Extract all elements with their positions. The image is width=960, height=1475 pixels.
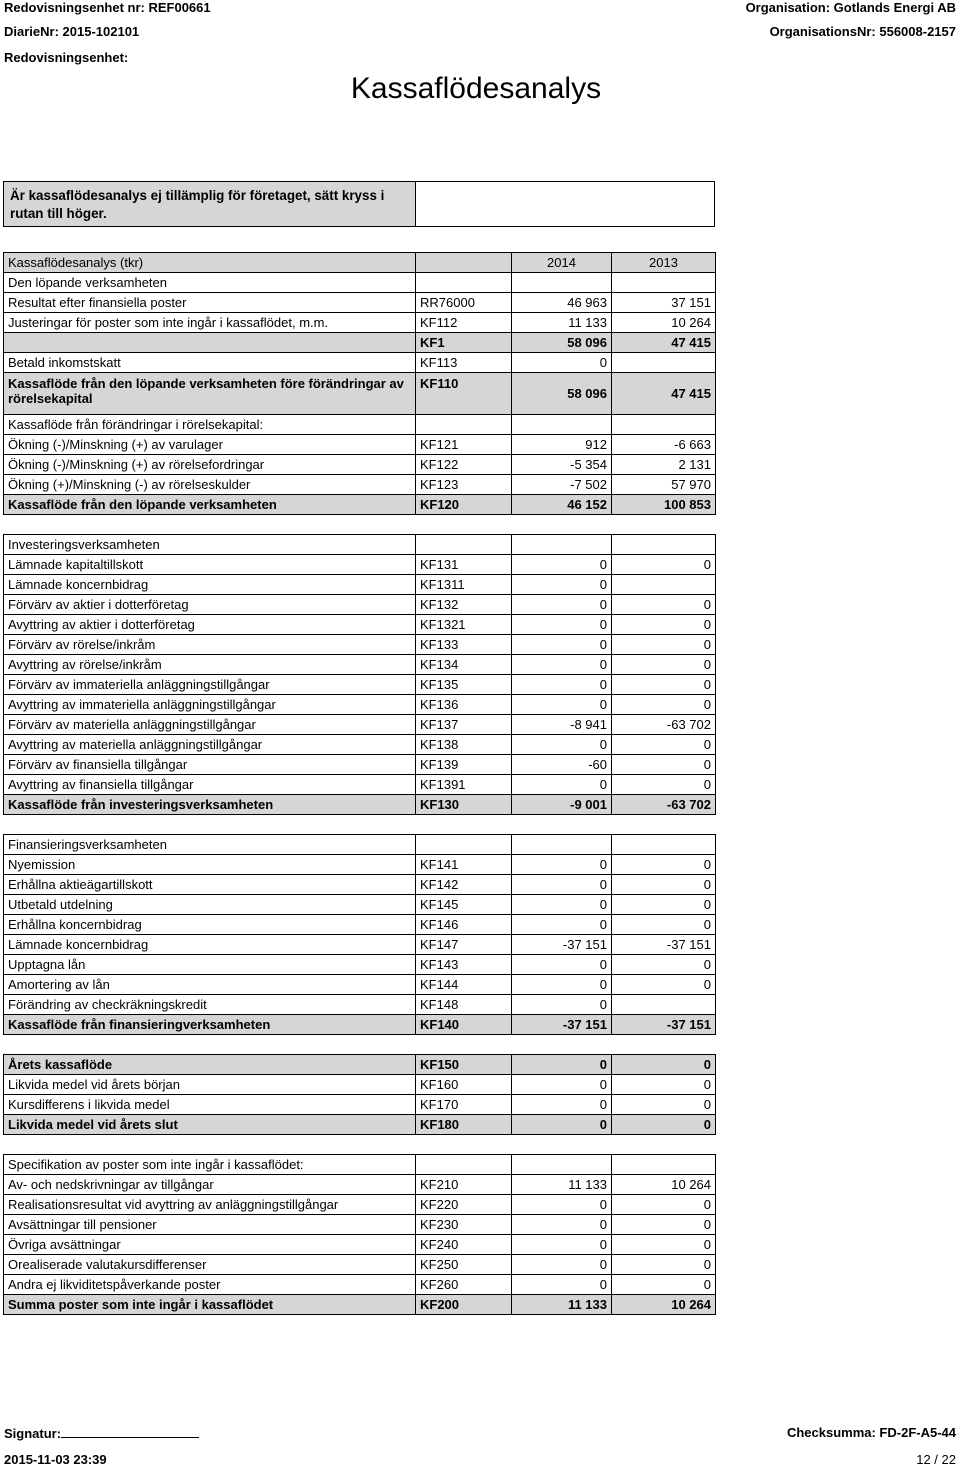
row-label: Betald inkomstskatt (4, 353, 416, 373)
value-2014: 0 (512, 775, 612, 795)
row-label: Likvida medel vid årets slut (4, 1115, 416, 1135)
table-row (4, 1235, 716, 1255)
table-row (4, 1055, 716, 1075)
row-label: Ökning (+)/Minskning (-) av rörelseskulder (4, 475, 416, 495)
row-code: KF146 (416, 915, 512, 935)
spacer-row (4, 815, 716, 835)
spacer-cell (4, 1135, 716, 1155)
row-label: Avyttring av immateriella anläggningstillgångar (4, 695, 416, 715)
value-2014 (512, 535, 612, 555)
table-row (4, 1015, 716, 1035)
table-row (4, 755, 716, 775)
value-2013: 0 (612, 1055, 716, 1075)
value-2014: 11 133 (512, 1295, 612, 1315)
row-label: Övriga avsättningar (4, 1235, 416, 1255)
row-label: Förvärv av immateriella anläggningstillgångar (4, 675, 416, 695)
value-2013: -6 663 (612, 435, 716, 455)
row-label: Kassaflöde från den löpande verksamheten (4, 495, 416, 515)
value-2014: 0 (512, 975, 612, 995)
row-code: KF240 (416, 1235, 512, 1255)
value-2014: 58 096 (512, 373, 612, 415)
table-row (4, 775, 716, 795)
value-2013: 10 264 (612, 1175, 716, 1195)
spacer-cell (4, 515, 716, 535)
row-label: Realisationsresultat vid avyttring av anläggningstillgångar (4, 1195, 416, 1215)
table-row (4, 373, 716, 415)
table-row (4, 475, 716, 495)
table-row (4, 615, 716, 635)
row-label: Av- och nedskrivningar av tillgångar (4, 1175, 416, 1195)
table-row (4, 1195, 716, 1215)
row-code (416, 273, 512, 293)
row-label: Finansieringsverksamheten (4, 835, 416, 855)
value-2014: 46 963 (512, 293, 612, 313)
row-label: Förvärv av rörelse/inkråm (4, 635, 416, 655)
value-2013: -63 702 (612, 715, 716, 735)
value-2014: -7 502 (512, 475, 612, 495)
row-label: Summa poster som inte ingår i kassaflödet (4, 1295, 416, 1315)
row-label: Förvärv av aktier i dotterföretag (4, 595, 416, 615)
value-2014: 0 (512, 655, 612, 675)
row-code: KF142 (416, 875, 512, 895)
value-2013: 0 (612, 975, 716, 995)
value-2013: 0 (612, 635, 716, 655)
value-2014: -8 941 (512, 715, 612, 735)
value-2013: 37 151 (612, 293, 716, 313)
row-label: Investeringsverksamheten (4, 535, 416, 555)
value-2013: 0 (612, 1235, 716, 1255)
row-label: Avyttring av materiella anläggningstillgångar (4, 735, 416, 755)
table-row (4, 535, 716, 555)
value-2013: 0 (612, 875, 716, 895)
value-2013: 0 (612, 1075, 716, 1095)
row-code: KF1311 (416, 575, 512, 595)
value-2013 (612, 535, 716, 555)
table-row (4, 875, 716, 895)
row-code: KF160 (416, 1075, 512, 1095)
value-2013: 10 264 (612, 313, 716, 333)
table-row (4, 735, 716, 755)
row-code: KF122 (416, 455, 512, 475)
value-2013: 0 (612, 1195, 716, 1215)
row-label: Kassaflödesanalys (tkr) (4, 253, 416, 273)
row-code: KF144 (416, 975, 512, 995)
checksum: Checksumma: FD-2F-A5-44 (786, 1425, 956, 1440)
row-label: Ökning (-)/Minskning (+) av varulager (4, 435, 416, 455)
row-code: RR76000 (416, 293, 512, 313)
page-title: Kassaflödesanalys (350, 72, 602, 105)
value-2013 (612, 1155, 716, 1175)
value-2014: 0 (512, 735, 612, 755)
row-label: Lämnade koncernbidrag (4, 575, 416, 595)
row-label: Lämnade koncernbidrag (4, 935, 416, 955)
value-2014 (512, 835, 612, 855)
row-label: Kassaflöde från förändringar i rörelsekapital: (4, 415, 416, 435)
value-2013: 10 264 (612, 1295, 716, 1315)
value-2014: 912 (512, 435, 612, 455)
row-label: Förvärv av materiella anläggningstillgångar (4, 715, 416, 735)
question-text: Är kassaflödesanalys ej tillämplig för företaget, sätt kryss i rutan till höger. (4, 182, 416, 226)
value-2013: 0 (612, 775, 716, 795)
spacer-row (4, 1135, 716, 1155)
row-label: Årets kassaflöde (4, 1055, 416, 1075)
row-label: Erhållna koncernbidrag (4, 915, 416, 935)
row-code: KF133 (416, 635, 512, 655)
signature-field (4, 1425, 199, 1441)
value-2013: -37 151 (612, 1015, 716, 1035)
value-2014: 0 (512, 615, 612, 635)
value-2014: 0 (512, 1235, 612, 1255)
value-2013: 100 853 (612, 495, 716, 515)
table-row (4, 695, 716, 715)
row-code: KF130 (416, 795, 512, 815)
row-label: Kursdifferens i likvida medel (4, 1095, 416, 1115)
spacer-cell (4, 815, 716, 835)
value-2014: -9 001 (512, 795, 612, 815)
row-code: KF150 (416, 1055, 512, 1075)
table-row (4, 1095, 716, 1115)
row-label: Andra ej likviditetspåverkande poster (4, 1275, 416, 1295)
value-2014: 0 (512, 855, 612, 875)
row-label: Avyttring av aktier i dotterföretag (4, 615, 416, 635)
value-2013: 0 (612, 755, 716, 775)
value-2014 (512, 273, 612, 293)
value-2013: 0 (612, 615, 716, 635)
value-2014: 0 (512, 895, 612, 915)
table-row (4, 1255, 716, 1275)
unit-number: Redovisningsenhet nr: REF00661 (4, 0, 211, 15)
table-row (4, 1115, 716, 1135)
table-row (4, 675, 716, 695)
table-row (4, 575, 716, 595)
row-label: Justeringar för poster som inte ingår i kassaflödet, m.m. (4, 313, 416, 333)
table-row (4, 915, 716, 935)
value-2013 (612, 575, 716, 595)
value-2013: 0 (612, 655, 716, 675)
table-row (4, 595, 716, 615)
value-2013: 47 415 (612, 333, 716, 353)
value-2013: 0 (612, 695, 716, 715)
value-2014: 11 133 (512, 1175, 612, 1195)
table-row (4, 1215, 716, 1235)
row-code (416, 835, 512, 855)
value-2014: 0 (512, 955, 612, 975)
table-row (4, 975, 716, 995)
page-number: 12 / 22 (916, 1452, 956, 1467)
row-code: KF1391 (416, 775, 512, 795)
row-label: Specifikation av poster som inte ingår i kassaflödet: (4, 1155, 416, 1175)
value-2013: 0 (612, 855, 716, 875)
row-code: KF137 (416, 715, 512, 735)
value-2014: 11 133 (512, 313, 612, 333)
signature-label: Signatur: (4, 1426, 62, 1441)
table-row (4, 1295, 716, 1315)
row-label: Kassaflöde från finansieringverksamheten (4, 1015, 416, 1035)
row-label: Upptagna lån (4, 955, 416, 975)
value-2014 (512, 1155, 612, 1175)
signature-line[interactable] (61, 1425, 199, 1438)
value-2013: 0 (612, 955, 716, 975)
value-2014: 0 (512, 353, 612, 373)
value-2013: 0 (612, 1255, 716, 1275)
unit-name: Redovisningsenhet: (4, 50, 129, 65)
row-label: Erhållna aktieägartillskott (4, 875, 416, 895)
table-row (4, 435, 716, 455)
value-2013: 0 (612, 675, 716, 695)
row-code: KF135 (416, 675, 512, 695)
row-code: KF1321 (416, 615, 512, 635)
row-label: Kassaflöde från den löpande verksamheten före förändringar av rörelsekapital (4, 373, 416, 415)
row-code: KF113 (416, 353, 512, 373)
value-2014: 0 (512, 595, 612, 615)
value-2013: 0 (612, 555, 716, 575)
value-2013: -63 702 (612, 795, 716, 815)
row-code: KF170 (416, 1095, 512, 1115)
table-row (4, 1075, 716, 1095)
not-applicable-question (3, 181, 715, 227)
value-2013 (612, 995, 716, 1015)
value-2014 (512, 415, 612, 435)
row-label: Kassaflöde från investeringsverksamheten (4, 795, 416, 815)
row-code: KF123 (416, 475, 512, 495)
value-2013 (612, 415, 716, 435)
value-2014: 0 (512, 915, 612, 935)
row-label: Resultat efter finansiella poster (4, 293, 416, 313)
spacer-row (4, 1035, 716, 1055)
row-code: KF121 (416, 435, 512, 455)
row-code (416, 1155, 512, 1175)
table-row (4, 455, 716, 475)
value-2014: 0 (512, 1195, 612, 1215)
row-code: KF1 (416, 333, 512, 353)
row-code: KF138 (416, 735, 512, 755)
row-code (416, 415, 512, 435)
table-row (4, 935, 716, 955)
row-code: KF140 (416, 1015, 512, 1035)
row-code: KF143 (416, 955, 512, 975)
value-2013: -37 151 (612, 935, 716, 955)
table-row (4, 1155, 716, 1175)
value-2014: -37 151 (512, 1015, 612, 1035)
value-2013 (612, 353, 716, 373)
value-2013 (612, 835, 716, 855)
value-2014: 0 (512, 1215, 612, 1235)
row-label: Nyemission (4, 855, 416, 875)
row-code: KF148 (416, 995, 512, 1015)
row-code: KF141 (416, 855, 512, 875)
value-2014: -5 354 (512, 455, 612, 475)
value-2013: 0 (612, 915, 716, 935)
table-row (4, 635, 716, 655)
row-label: Förvärv av finansiella tillgångar (4, 755, 416, 775)
value-2014: 0 (512, 695, 612, 715)
table-row (4, 995, 716, 1015)
row-code: KF120 (416, 495, 512, 515)
row-label: Orealiserade valutakursdifferenser (4, 1255, 416, 1275)
value-2013: 47 415 (612, 373, 716, 415)
table-row (4, 495, 716, 515)
table-row (4, 555, 716, 575)
value-2014: 0 (512, 675, 612, 695)
value-2014: 0 (512, 1115, 612, 1135)
row-label: Avyttring av finansiella tillgångar (4, 775, 416, 795)
row-label: Lämnade kapitaltillskott (4, 555, 416, 575)
spacer-cell (4, 1035, 716, 1055)
row-code (416, 535, 512, 555)
value-2014: 0 (512, 875, 612, 895)
row-code: KF210 (416, 1175, 512, 1195)
value-2013: 0 (612, 1275, 716, 1295)
table-row (4, 715, 716, 735)
row-code: KF134 (416, 655, 512, 675)
value-2013: 0 (612, 1115, 716, 1135)
table-row (4, 313, 716, 333)
value-2013: 0 (612, 595, 716, 615)
value-2013: 2013 (612, 253, 716, 273)
table-row (4, 273, 716, 293)
row-code: KF180 (416, 1115, 512, 1135)
row-code: KF131 (416, 555, 512, 575)
table-row (4, 293, 716, 313)
row-code: KF250 (416, 1255, 512, 1275)
organisation-number: OrganisationsNr: 556008-2157 (769, 24, 956, 39)
row-code: KF200 (416, 1295, 512, 1315)
timestamp: 2015-11-03 23:39 (4, 1452, 107, 1467)
row-label (4, 333, 416, 353)
table-row (4, 1175, 716, 1195)
row-code: KF112 (416, 313, 512, 333)
row-code: KF110 (416, 373, 512, 415)
row-label: Avsättningar till pensioner (4, 1215, 416, 1235)
value-2014: 2014 (512, 253, 612, 273)
value-2014: 0 (512, 555, 612, 575)
table-row (4, 1275, 716, 1295)
table-row (4, 353, 716, 373)
table-row (4, 655, 716, 675)
not-applicable-checkbox[interactable] (416, 182, 714, 226)
table-row (4, 795, 716, 815)
value-2013: 57 970 (612, 475, 716, 495)
value-2013 (612, 273, 716, 293)
row-code: KF147 (416, 935, 512, 955)
row-code (416, 253, 512, 273)
value-2014: 0 (512, 575, 612, 595)
row-code: KF260 (416, 1275, 512, 1295)
row-label: Avyttring av rörelse/inkråm (4, 655, 416, 675)
spacer-row (4, 515, 716, 535)
value-2014: 0 (512, 635, 612, 655)
table-row (4, 333, 716, 353)
value-2014: 0 (512, 1075, 612, 1095)
row-code: KF145 (416, 895, 512, 915)
value-2013: 0 (612, 1215, 716, 1235)
value-2014: -37 151 (512, 935, 612, 955)
table-row (4, 855, 716, 875)
row-label: Förändring av checkräkningskredit (4, 995, 416, 1015)
value-2014: -60 (512, 755, 612, 775)
value-2013: 0 (612, 735, 716, 755)
row-label: Utbetald utdelning (4, 895, 416, 915)
table-row (4, 253, 716, 273)
value-2014: 0 (512, 1255, 612, 1275)
table-row (4, 415, 716, 435)
value-2014: 0 (512, 995, 612, 1015)
cashflow-table (3, 252, 716, 1315)
row-code: KF139 (416, 755, 512, 775)
row-code: KF220 (416, 1195, 512, 1215)
row-label: Den löpande verksamheten (4, 273, 416, 293)
diarie-number: DiarieNr: 2015-102101 (4, 24, 140, 39)
row-code: KF136 (416, 695, 512, 715)
value-2014: 58 096 (512, 333, 612, 353)
value-2013: 0 (612, 1095, 716, 1115)
organisation-name: Organisation: Gotlands Energi AB (745, 0, 956, 15)
value-2014: 0 (512, 1055, 612, 1075)
value-2014: 0 (512, 1095, 612, 1115)
row-code: KF132 (416, 595, 512, 615)
table-row (4, 835, 716, 855)
row-label: Ökning (-)/Minskning (+) av rörelsefordringar (4, 455, 416, 475)
row-label: Amortering av lån (4, 975, 416, 995)
row-label: Likvida medel vid årets början (4, 1075, 416, 1095)
row-code: KF230 (416, 1215, 512, 1235)
value-2014: 46 152 (512, 495, 612, 515)
value-2013: 0 (612, 895, 716, 915)
table-row (4, 895, 716, 915)
table-row (4, 955, 716, 975)
value-2013: 2 131 (612, 455, 716, 475)
value-2014: 0 (512, 1275, 612, 1295)
